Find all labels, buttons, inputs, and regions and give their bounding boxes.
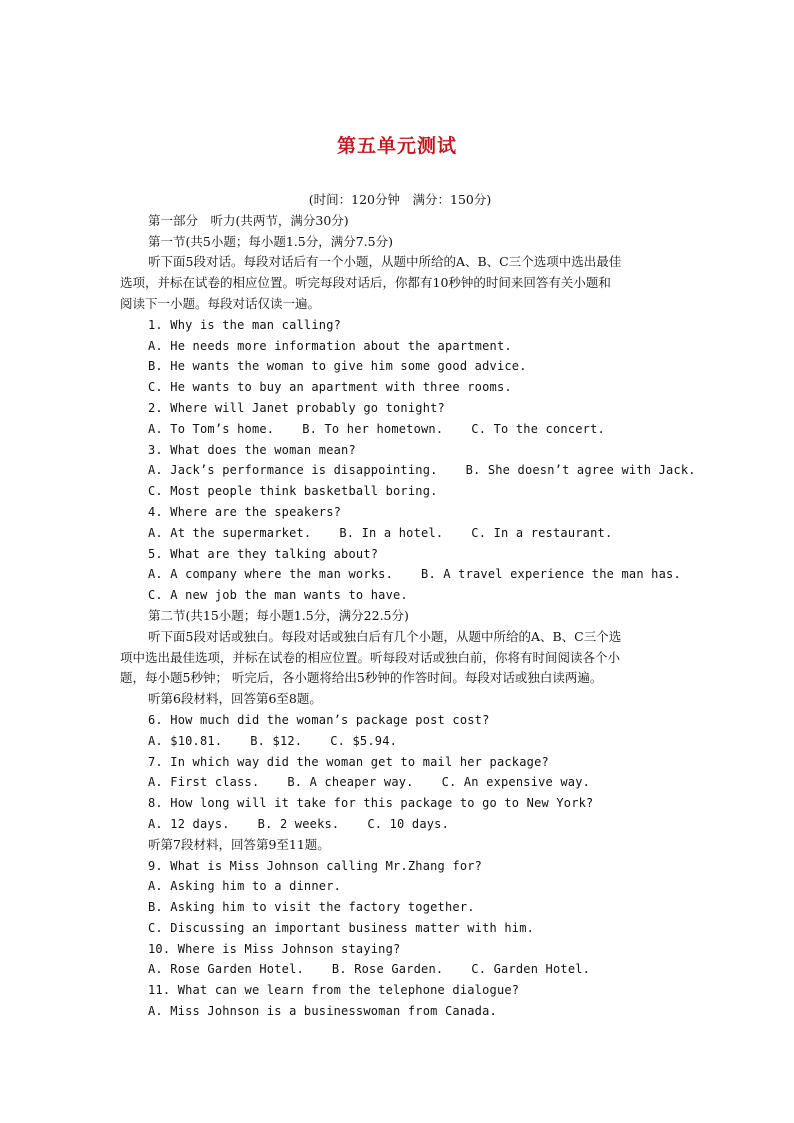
- answer-option: A. A company where the man works.: [148, 567, 394, 582]
- answer-option: C. A new job the man wants to have.: [148, 588, 408, 603]
- part1-heading: 第一部分 听力(共两节，满分30分): [148, 212, 349, 228]
- answer-options-row: [120, 419, 680, 440]
- question-text: 4. Where are the speakers?: [148, 504, 342, 519]
- answer-option: B. Asking him to visit the factory together.: [148, 900, 475, 915]
- answer-option: C. $5.94.: [330, 733, 398, 748]
- answer-option: B. In a hotel.: [339, 525, 444, 540]
- answer-option: A. Rose Garden Hotel.: [148, 962, 304, 977]
- answer-option: A. Jack’s performance is disappointing.: [148, 463, 438, 478]
- section1-instructions-line: 选项，并标在试卷的相应位置。听完每段对话后，你都有10秒钟的时间来回答有关小题和: [120, 275, 611, 291]
- question-text: 5. What are they talking about?: [148, 546, 379, 561]
- question-text: 1. Why is the man calling?: [148, 317, 342, 332]
- section1-instructions-line: 阅读下一小题。每段对话仅读一遍。: [120, 295, 321, 311]
- document-body: [120, 190, 696, 1022]
- answer-option: C. Discussing an important business matter with him.: [148, 920, 535, 935]
- question-text: 7. In which way did the woman get to mail her package?: [148, 754, 549, 769]
- answer-options-row: [120, 460, 696, 481]
- question-text: 6. How much did the woman’s package post cost?: [148, 712, 490, 727]
- page-title: 第五单元测试: [336, 135, 457, 157]
- answer-option: B. She doesn’t agree with Jack.: [465, 463, 696, 478]
- answer-option: A. 12 days.: [148, 816, 230, 831]
- answer-option: C. 10 days.: [367, 816, 450, 831]
- answer-option: B. $12.: [250, 733, 303, 748]
- answer-option: A. At the supermarket.: [148, 525, 312, 540]
- answer-option: C. An expensive way.: [441, 775, 591, 790]
- section2-instructions-line: 项中选出最佳选项，并标在试卷的相应位置。听每段对话或独白前，你将有时间阅读各个小: [120, 649, 621, 665]
- exam-info: (时间：120分钟 满分：150分): [308, 192, 492, 207]
- answer-option: A. First class.: [148, 775, 260, 790]
- section2-heading: 第二节(共15小题；每小题1.5分，满分22.5分): [148, 607, 409, 623]
- answer-option: B. 2 weeks.: [257, 816, 340, 831]
- answer-options-row: [120, 772, 680, 793]
- section2-instructions-line: 题，每小题5秒钟； 听完后，各小题将给出5秒钟的作答时间。每段对话或独白读两遍。: [120, 670, 603, 686]
- section2-instructions-line: 听下面5段对话或独白。每段对话或独白后有几个小题，从题中所给的A、B、C三个选: [148, 628, 622, 644]
- section1-heading: 第一节(共5小题；每小题1.5分，满分7.5分): [148, 233, 393, 249]
- answer-option: B. Rose Garden.: [331, 962, 444, 977]
- section1-instructions-line: 听下面5段对话。每段对话后有一个小题，从题中所给的A、B、C三个选项中选出最佳: [148, 254, 622, 270]
- question-text: 2. Where will Janet probably go tonight?: [148, 400, 445, 415]
- answer-option: A. $10.81.: [148, 733, 223, 748]
- answer-option: B. He wants the woman to give him some good advice.: [148, 359, 527, 374]
- answer-option: C. In a restaurant.: [471, 525, 613, 540]
- answer-option: A. To Tom’s home.: [148, 421, 275, 436]
- answer-option: A. Asking him to a dinner.: [148, 879, 342, 894]
- answer-option: B. A travel experience the man has.: [421, 567, 681, 582]
- question-text: 9. What is Miss Johnson calling Mr.Zhang for?: [148, 858, 483, 873]
- answer-option: C. Most people think basketball boring.: [148, 484, 438, 499]
- question-text: 8. How long will it take for this package to go to New York?: [148, 796, 594, 811]
- answer-options-row: [120, 959, 680, 980]
- answer-option: A. He needs more information about the apartment.: [148, 338, 512, 353]
- answer-option: C. Garden Hotel.: [471, 962, 591, 977]
- question-text: 11. What can we learn from the telephone dialogue?: [148, 983, 520, 998]
- answer-option: B. To her hometown.: [302, 421, 444, 436]
- question-text: 3. What does the woman mean?: [148, 442, 356, 457]
- answer-option: C. He wants to buy an apartment with three rooms.: [148, 380, 512, 395]
- material-heading: 听第6段材料，回答第6至8题。: [148, 691, 322, 707]
- answer-options-row: [120, 564, 680, 585]
- answer-options-row: [120, 731, 680, 752]
- answer-option: C. To the concert.: [471, 421, 605, 436]
- material-heading: 听第7段材料，回答第9至11题。: [148, 836, 330, 852]
- answer-options-row: [120, 523, 680, 544]
- question-text: 10. Where is Miss Johnson staying?: [148, 941, 401, 956]
- answer-option: A. Miss Johnson is a businesswoman from Canada.: [148, 1004, 497, 1019]
- answer-option: B. A cheaper way.: [287, 775, 414, 790]
- answer-options-row: [120, 814, 680, 835]
